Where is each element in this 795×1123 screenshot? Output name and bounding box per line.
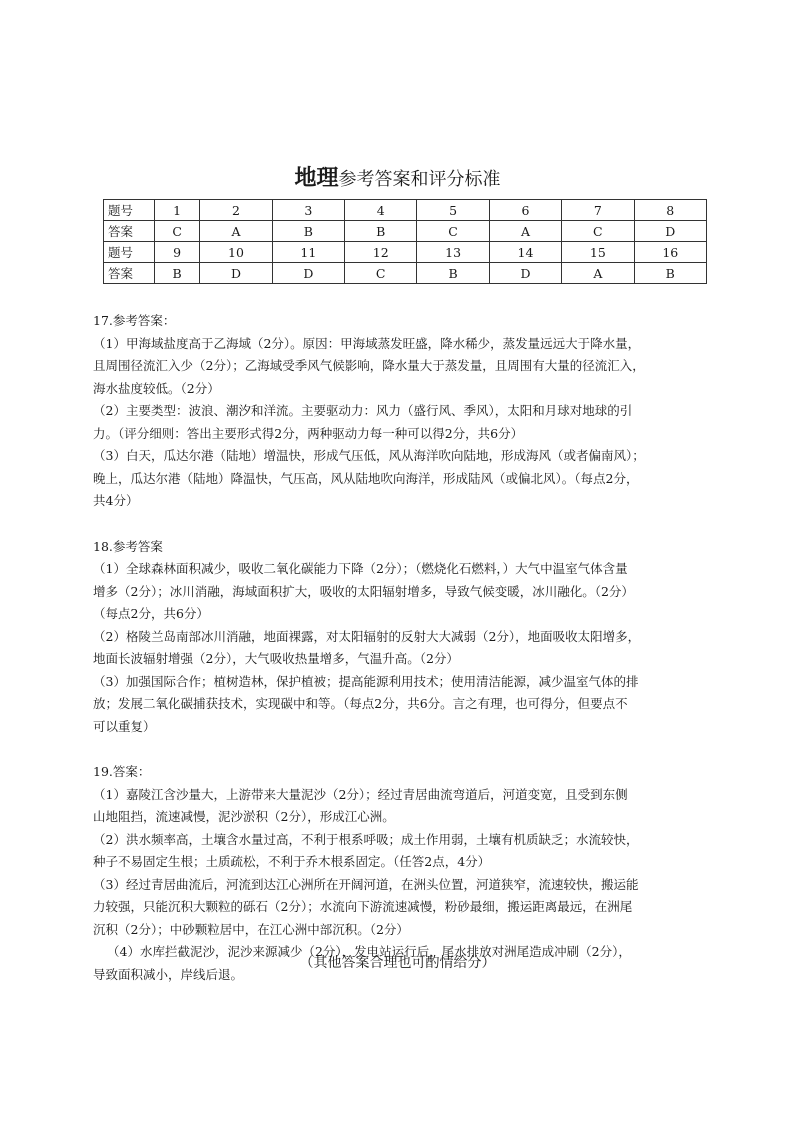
q19-line: 种子不易固定生根；土质疏松，不利于乔木根系固定。（任答2点，4分） <box>93 854 491 869</box>
q18-line: （每点2分，共6分） <box>93 606 209 621</box>
table-row-header: 题号 <box>104 242 155 263</box>
q17-heading: 17.参考答案： <box>93 313 176 328</box>
q18-heading: 18.参考答案 <box>93 538 163 554</box>
answer-table <box>103 199 707 284</box>
table-cell: 9 <box>155 242 200 263</box>
q18-line: 地面长波辐射增强（2分），大气吸收热量增多，气温升高。（2分） <box>93 651 459 666</box>
table-row <box>104 221 707 242</box>
table-row <box>104 263 707 284</box>
table-cell: 1 <box>155 200 200 221</box>
table-cell: C <box>155 221 200 242</box>
table-cell: 13 <box>417 242 489 263</box>
q18-body <box>93 558 708 738</box>
table-cell: D <box>489 263 561 284</box>
table-cell: 7 <box>562 200 634 221</box>
q17-line: （2）主要类型：波浪、潮汐和洋流。主要驱动力：风力（盛行风、季风），太阳和月球对地球的引 <box>93 403 633 418</box>
table-cell: C <box>417 221 489 242</box>
q19-line: 沉积（2分）；中砂颗粒居中，在江心洲中部沉积。（2分） <box>93 921 409 937</box>
table-cell: 2 <box>200 200 272 221</box>
table-cell: D <box>272 263 344 284</box>
table-cell: A <box>200 221 272 242</box>
q18-line: 放；发展二氧化碳捕获技术，实现碳中和等。（每点2分，共6分。言之有理，也可得分，但要点不 <box>93 696 628 711</box>
table-row-header: 答案 <box>104 221 155 242</box>
q19-line: 导致面积减小，岸线后退。 <box>93 966 244 982</box>
q17-line: 海水盐度较低。（2分） <box>93 380 220 396</box>
table-cell: D <box>200 263 272 284</box>
q18-line: （3）加强国际合作；植树造林，保护植被；提高能源利用技术；使用清洁能源，减少温室气体的排 <box>93 673 639 689</box>
q17-line: （1）甲海域盐度高于乙海域（2分）。原因：甲海域蒸发旺盛，降水稀少，蒸发量远远大于降水量， <box>93 335 641 351</box>
q17-body <box>93 333 708 513</box>
footer-note: （其他答案合理也可酌情给分） <box>299 955 496 971</box>
title-subject: 地理 <box>294 166 339 191</box>
answer-content <box>93 310 708 986</box>
table-cell: B <box>417 263 489 284</box>
table-cell: 14 <box>489 242 561 263</box>
q17-line: 共4分） <box>93 493 139 508</box>
q19-line: 力较强，只能沉积大颗粒的砾石（2分）；水流向下游流速减慢，粉砂最细，搬运距离最远，在洲尾 <box>93 899 633 914</box>
table-cell: B <box>155 263 200 284</box>
page-title <box>0 164 795 195</box>
q19-line: （3）经过青居曲流后，河流到达江心洲所在开阔河道，在洲头位置，河道狭窄，流速较快，搬运能 <box>93 876 639 892</box>
q18-line: （2）格陵兰岛南部冰川消融，地面裸露，对太阳辐射的反射大大减弱（2分），地面吸收太阳增多， <box>93 628 641 644</box>
q17-line: （3）白天，瓜达尔港（陆地）增温快，形成气压低，风从海洋吹向陆地，形成海风（或者偏南风）； <box>93 448 645 463</box>
title-subtitle: 参考答案和评分标准 <box>338 169 501 190</box>
table-cell: B <box>272 221 344 242</box>
table-cell: C <box>562 221 634 242</box>
table-cell: 6 <box>489 200 561 221</box>
q18-line: （1）全球森林面积减少，吸收二氧化碳能力下降（2分）；（燃烧化石燃料，）大气中温室气体含量 <box>93 561 628 576</box>
q18-line: 增多（2分）；冰川消融，海域面积扩大，吸收的太阳辐射增多，导致气候变暖，冰川融化。（2分） <box>93 583 634 599</box>
table-cell: 5 <box>417 200 489 221</box>
table-cell: B <box>345 221 417 242</box>
table-cell: 8 <box>634 200 706 221</box>
table-cell: 11 <box>272 242 344 263</box>
table-cell: 15 <box>562 242 634 263</box>
table-cell: B <box>634 263 706 284</box>
q19-line: 山地阻挡，流速减慢，泥沙淤积（2分），形成江心洲。 <box>93 809 395 824</box>
q19-line: （2）洪水频率高，土壤含水量过高，不利于根系呼吸；成土作用弱，土壤有机质缺乏；水流较快， <box>93 831 639 847</box>
table-row <box>104 242 707 263</box>
q19-line: （1）嘉陵江含沙量大，上游带来大量泥沙（2分）；经过青居曲流弯道后，河道变宽，且受到东侧 <box>93 786 628 802</box>
table-cell: D <box>634 221 706 242</box>
q17-line: 力。（评分细则：答出主要形式得2分，两种驱动力每一种可以得2分，共6分） <box>93 425 524 441</box>
q19-heading: 19.答案： <box>93 764 151 779</box>
q17-line: 晚上，瓜达尔港（陆地）降温快，气压高，风从陆地吹向海洋，形成陆风（或偏北风）。（每点2分， <box>93 470 639 486</box>
table-cell: 16 <box>634 242 706 263</box>
table-cell: 4 <box>345 200 417 221</box>
table-row-header: 题号 <box>104 200 155 221</box>
table-row-header: 答案 <box>104 263 155 284</box>
table-cell: C <box>345 263 417 284</box>
table-row <box>104 200 707 221</box>
table-cell: 12 <box>345 242 417 263</box>
table-cell: A <box>489 221 561 242</box>
table-cell: 3 <box>272 200 344 221</box>
table-cell: 10 <box>200 242 272 263</box>
table-cell: A <box>562 263 634 284</box>
q18-line: 可以重复） <box>93 718 156 734</box>
q17-line: 且周围径流汇入少（2分）；乙海域受季风气候影响，降水量大于蒸发量，且周围有大量的径流汇入， <box>93 358 645 373</box>
q19-line: （4）水库拦截泥沙，泥沙来源减少（2分），发电站运行后，尾水排放对洲尾造成冲刷（2分）， <box>107 944 631 959</box>
